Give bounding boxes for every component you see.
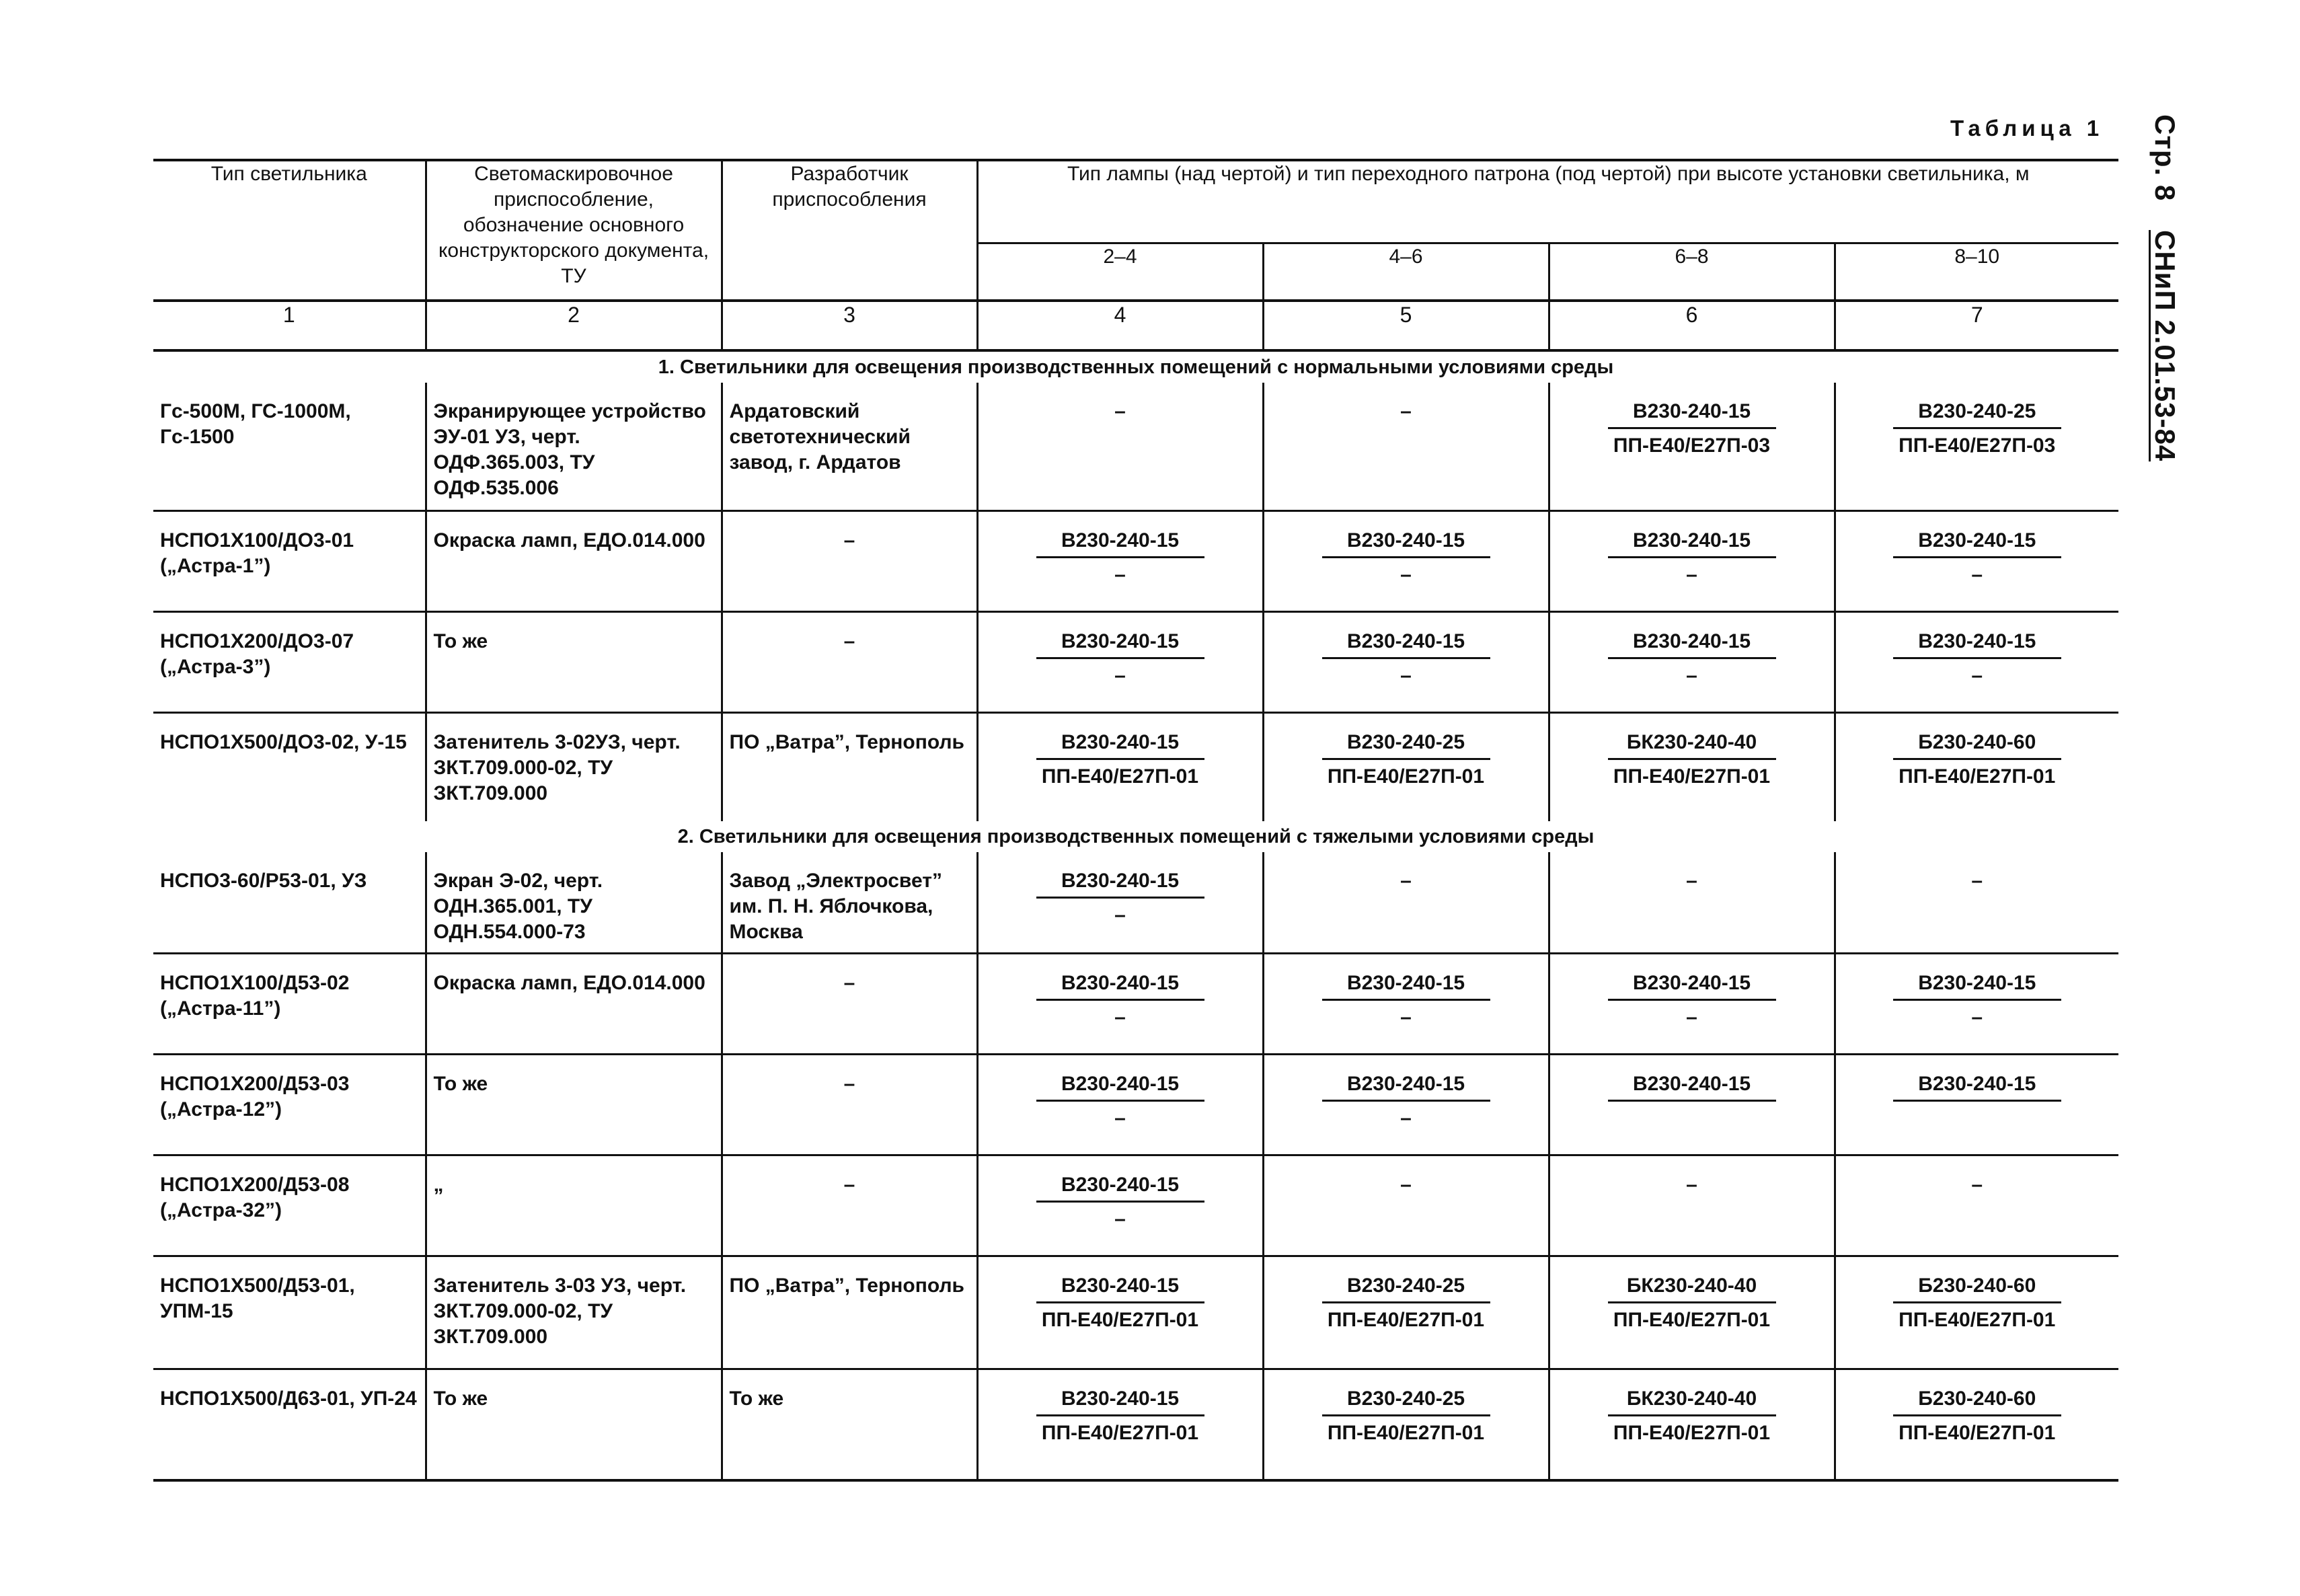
lamp-fraction bbox=[1608, 971, 1776, 1030]
lamp-cell-height-6 bbox=[1549, 383, 1835, 510]
table-body bbox=[153, 350, 2118, 1480]
lamp-fraction bbox=[1036, 1273, 1204, 1333]
lamp-cell-height-7 bbox=[1835, 852, 2118, 953]
lamp-cell-height-6 bbox=[1549, 1155, 1835, 1256]
luminaire-type-cell: НСПО1Х500/ДО3-02, У-15 bbox=[160, 730, 407, 753]
lamp-fraction bbox=[1608, 629, 1776, 689]
device-cell: То же bbox=[426, 1054, 722, 1155]
column-number: 1 bbox=[153, 301, 426, 350]
lamp-fraction bbox=[1036, 971, 1204, 1030]
header-device: Светомаскировочное приспособление, обозначение основного конструкторского документа, ТУ bbox=[426, 160, 722, 301]
luminaire-type-cell: Гс-500М, ГС-1000М, Гс-1500 bbox=[153, 383, 426, 510]
side-caption bbox=[2149, 114, 2181, 482]
header-height-8-10: 8–10 bbox=[1835, 243, 2118, 301]
lamp-type: В230-240-25 bbox=[1322, 1273, 1490, 1303]
adapter-type: – bbox=[1971, 664, 1983, 687]
lamp-cell-height-7 bbox=[1835, 1155, 2118, 1256]
luminaires-table bbox=[153, 159, 2118, 1482]
lamp-fraction bbox=[1036, 1172, 1204, 1232]
lamp-fraction bbox=[1036, 528, 1204, 588]
section-heading: 2. Светильники для освещения производственных помещений с тяжелыми условиями среды bbox=[677, 826, 1595, 847]
lamp-fraction bbox=[1893, 528, 2061, 588]
lamp-cell-height-4 bbox=[977, 611, 1263, 712]
lamp-fraction bbox=[1608, 1386, 1776, 1446]
lamp-type: В230-240-15 bbox=[1322, 971, 1490, 1001]
lamp-fraction bbox=[1322, 971, 1490, 1030]
lamp-type: В230-240-25 bbox=[1893, 399, 2061, 429]
lamp-type: В230-240-15 bbox=[1608, 971, 1776, 1001]
section-heading: 1. Светильники для освещения производственных помещений с нормальными условиями среды bbox=[658, 356, 1614, 378]
lamp-type: В230-240-15 bbox=[1322, 629, 1490, 659]
adapter-type: – bbox=[1114, 1207, 1126, 1230]
lamp-fraction bbox=[1893, 1071, 2061, 1106]
lamp-cell-height-4 bbox=[977, 383, 1263, 510]
lamp-cell-height-5 bbox=[1263, 953, 1549, 1054]
lamp-cell-height-5 bbox=[1263, 1369, 1549, 1480]
section-heading-row bbox=[153, 350, 2118, 383]
developer-cell: – bbox=[722, 1155, 977, 1256]
lamp-cell-height-7 bbox=[1835, 510, 2118, 611]
adapter-type: – bbox=[1971, 563, 1983, 586]
lamp-fraction bbox=[1036, 868, 1204, 928]
lamp-fraction bbox=[1322, 629, 1490, 689]
empty-dash: – bbox=[1971, 870, 1983, 892]
lamp-cell-height-6 bbox=[1549, 852, 1835, 953]
header-lamp-type: Тип лампы (над чертой) и тип переходного патрона (под чертой) при высоте установки светильника, м bbox=[977, 160, 2118, 243]
lamp-type: Б230-240-60 bbox=[1893, 1386, 2061, 1416]
adapter-type: – bbox=[1400, 1106, 1412, 1129]
adapter-type: ПП-Е40/Е27П-01 bbox=[1613, 765, 1771, 788]
adapter-type: ПП-Е40/Е27П-01 bbox=[1613, 1421, 1771, 1444]
adapter-type: ПП-Е40/Е27П-01 bbox=[1041, 1421, 1199, 1444]
header-height-6-8: 6–8 bbox=[1549, 243, 1835, 301]
lamp-type: Б230-240-60 bbox=[1893, 730, 2061, 760]
column-number: 7 bbox=[1835, 301, 2118, 350]
adapter-type: ПП-Е40/Е27П-03 bbox=[1613, 434, 1771, 457]
table-row bbox=[153, 1054, 2118, 1155]
lamp-type: В230-240-25 bbox=[1322, 730, 1490, 760]
empty-dash: – bbox=[1400, 1173, 1412, 1196]
luminaire-type-cell: НСПО3-60/Р53-01, УЗ bbox=[153, 852, 426, 953]
adapter-type: ПП-Е40/Е27П-03 bbox=[1899, 434, 2056, 457]
lamp-cell-height-7 bbox=[1835, 1256, 2118, 1369]
header-height-2-4: 2–4 bbox=[977, 243, 1263, 301]
luminaire-type-cell: НСПО1Х200/Д53-03 („Астра-12”) bbox=[153, 1054, 426, 1155]
lamp-cell-height-7 bbox=[1835, 383, 2118, 510]
lamp-cell-height-6 bbox=[1549, 1054, 1835, 1155]
empty-dash: – bbox=[1400, 870, 1412, 892]
adapter-type: – bbox=[1114, 1005, 1126, 1028]
lamp-cell-height-4 bbox=[977, 953, 1263, 1054]
lamp-type: В230-240-15 bbox=[1893, 528, 2061, 558]
developer-cell: – bbox=[722, 510, 977, 611]
lamp-fraction bbox=[1322, 528, 1490, 588]
adapter-type: ПП-Е40/Е27П-01 bbox=[1041, 1308, 1199, 1331]
lamp-cell-height-4 bbox=[977, 1369, 1263, 1480]
lamp-cell-height-6 bbox=[1549, 611, 1835, 712]
lamp-type: В230-240-15 bbox=[1893, 1071, 2061, 1102]
lamp-cell-height-4 bbox=[977, 852, 1263, 953]
lamp-cell-height-5 bbox=[1263, 383, 1549, 510]
lamp-type: В230-240-15 bbox=[1036, 1071, 1204, 1102]
empty-dash: – bbox=[1686, 1173, 1697, 1196]
lamp-cell-height-6 bbox=[1549, 712, 1835, 821]
adapter-type: – bbox=[1686, 563, 1697, 586]
lamp-fraction bbox=[1893, 629, 2061, 689]
empty-dash: – bbox=[1971, 1173, 1983, 1196]
table-row bbox=[153, 1155, 2118, 1256]
lamp-type: В230-240-15 bbox=[1036, 629, 1204, 659]
lamp-cell-height-7 bbox=[1835, 611, 2118, 712]
adapter-type: ПП-Е40/Е27П-01 bbox=[1041, 765, 1199, 788]
lamp-type: В230-240-15 bbox=[1608, 1071, 1776, 1102]
device-cell: Окраска ламп, ЕДО.014.000 bbox=[426, 510, 722, 611]
header-luminaire-type: Тип светильника bbox=[153, 160, 426, 301]
device-cell: Затенитель 3-02УЗ, черт. ЗКТ.709.000-02, ТУ ЗКТ.709.000 bbox=[426, 712, 722, 821]
table-row bbox=[153, 510, 2118, 611]
developer-cell: ПО „Ватра”, Тернополь bbox=[722, 712, 977, 821]
table-row bbox=[153, 1256, 2118, 1369]
lamp-type: В230-240-15 bbox=[1608, 399, 1776, 429]
lamp-fraction bbox=[1608, 528, 1776, 588]
luminaire-type-cell: НСПО1Х200/Д53-08 („Астра-32”) bbox=[153, 1155, 426, 1256]
adapter-type: – bbox=[1686, 1005, 1697, 1028]
luminaire-type-cell: НСПО1Х100/ДО3-01 („Астра-1”) bbox=[153, 510, 426, 611]
lamp-fraction bbox=[1608, 1273, 1776, 1333]
developer-cell: – bbox=[722, 611, 977, 712]
device-cell: Затенитель 3-03 УЗ, черт. ЗКТ.709.000-02, ТУ ЗКТ.709.000 bbox=[426, 1256, 722, 1369]
lamp-fraction bbox=[1893, 971, 2061, 1030]
adapter-type: – bbox=[1400, 664, 1412, 687]
table-row bbox=[153, 953, 2118, 1054]
adapter-type: – bbox=[1971, 1005, 1983, 1028]
header-height-4-6: 4–6 bbox=[1263, 243, 1549, 301]
adapter-type: – bbox=[1400, 1005, 1412, 1028]
lamp-fraction bbox=[1322, 730, 1490, 790]
adapter-type: – bbox=[1400, 563, 1412, 586]
luminaire-type-cell: НСПО1Х200/ДО3-07 („Астра-3”) bbox=[153, 611, 426, 712]
adapter-type: ПП-Е40/Е27П-01 bbox=[1899, 765, 2056, 788]
section-heading-row bbox=[153, 821, 2118, 852]
adapter-type: – bbox=[1114, 563, 1126, 586]
table-label: Таблица 1 bbox=[1950, 116, 2104, 141]
adapter-type bbox=[1893, 1102, 2061, 1106]
lamp-type: В230-240-25 bbox=[1322, 1386, 1490, 1416]
empty-dash: – bbox=[1686, 870, 1697, 892]
column-number: 4 bbox=[977, 301, 1263, 350]
lamp-cell-height-5 bbox=[1263, 611, 1549, 712]
device-cell: Экранирующее устройство ЭУ-01 УЗ, черт. ОДФ.365.003, ТУ ОДФ.535.006 bbox=[426, 383, 722, 510]
lamp-cell-height-5 bbox=[1263, 712, 1549, 821]
adapter-type: ПП-Е40/Е27П-01 bbox=[1327, 1421, 1485, 1444]
adapter-type: ПП-Е40/Е27П-01 bbox=[1613, 1308, 1771, 1331]
lamp-cell-height-5 bbox=[1263, 510, 1549, 611]
header-developer: Разработчик приспособления bbox=[722, 160, 977, 301]
lamp-type: В230-240-15 bbox=[1036, 868, 1204, 899]
lamp-fraction bbox=[1893, 1273, 2061, 1333]
luminaire-type-cell: НСПО1Х100/Д53-02 („Астра-11”) bbox=[153, 953, 426, 1054]
adapter-type: ПП-Е40/Е27П-01 bbox=[1327, 765, 1485, 788]
table-row bbox=[153, 712, 2118, 821]
lamp-type: БК230-240-40 bbox=[1608, 1386, 1776, 1416]
device-cell: „ bbox=[426, 1155, 722, 1256]
adapter-type: ПП-Е40/Е27П-01 bbox=[1899, 1308, 2056, 1331]
lamp-type: В230-240-15 bbox=[1893, 971, 2061, 1001]
adapter-type: – bbox=[1114, 1106, 1126, 1129]
adapter-type: – bbox=[1114, 664, 1126, 687]
lamp-cell-height-7 bbox=[1835, 953, 2118, 1054]
lamp-fraction bbox=[1036, 1071, 1204, 1131]
lamp-cell-height-4 bbox=[977, 1155, 1263, 1256]
lamp-cell-height-6 bbox=[1549, 1256, 1835, 1369]
lamp-cell-height-7 bbox=[1835, 1054, 2118, 1155]
lamp-type: БК230-240-40 bbox=[1608, 1273, 1776, 1303]
lamp-fraction bbox=[1036, 1386, 1204, 1446]
adapter-type: – bbox=[1114, 904, 1126, 926]
lamp-fraction bbox=[1322, 1273, 1490, 1333]
lamp-type: В230-240-15 bbox=[1036, 730, 1204, 760]
table-row bbox=[153, 852, 2118, 953]
lamp-fraction bbox=[1608, 1071, 1776, 1106]
lamp-cell-height-4 bbox=[977, 1054, 1263, 1155]
lamp-cell-height-6 bbox=[1549, 1369, 1835, 1480]
document-code: СНиП 2.01.53-84 bbox=[2149, 229, 2181, 462]
lamp-cell-height-6 bbox=[1549, 510, 1835, 611]
column-number: 5 bbox=[1263, 301, 1549, 350]
device-cell: То же bbox=[426, 611, 722, 712]
luminaire-type-cell: НСПО1Х500/Д53-01, УПМ-15 bbox=[153, 1256, 426, 1369]
lamp-type: В230-240-15 bbox=[1036, 1172, 1204, 1203]
lamp-cell-height-4 bbox=[977, 1256, 1263, 1369]
developer-cell: Ардатовский светотехнический завод, г. Ардатов bbox=[722, 383, 977, 510]
adapter-type: ПП-Е40/Е27П-01 bbox=[1899, 1421, 2056, 1444]
lamp-fraction bbox=[1893, 1386, 2061, 1446]
lamp-cell-height-7 bbox=[1835, 712, 2118, 821]
luminaire-type-cell: НСПО1Х500/Д63-01, УП-24 bbox=[153, 1369, 426, 1480]
lamp-type: В230-240-15 bbox=[1322, 1071, 1490, 1102]
lamp-fraction bbox=[1893, 399, 2061, 459]
lamp-type: В230-240-15 bbox=[1036, 1386, 1204, 1416]
column-number: 3 bbox=[722, 301, 977, 350]
lamp-type: В230-240-15 bbox=[1322, 528, 1490, 558]
table-row bbox=[153, 383, 2118, 510]
lamp-type: В230-240-15 bbox=[1608, 629, 1776, 659]
adapter-type: ПП-Е40/Е27П-01 bbox=[1327, 1308, 1485, 1331]
lamp-fraction bbox=[1893, 730, 2061, 790]
lamp-type: Б230-240-60 bbox=[1893, 1273, 2061, 1303]
device-cell: Окраска ламп, ЕДО.014.000 bbox=[426, 953, 722, 1054]
lamp-fraction bbox=[1036, 629, 1204, 689]
developer-cell: Завод „Электросвет” им. П. Н. Яблочкова, Москва bbox=[722, 852, 977, 953]
lamp-cell-height-6 bbox=[1549, 953, 1835, 1054]
lamp-fraction bbox=[1608, 730, 1776, 790]
developer-cell: – bbox=[722, 1054, 977, 1155]
lamp-fraction bbox=[1322, 1386, 1490, 1446]
lamp-fraction bbox=[1036, 730, 1204, 790]
lamp-fraction bbox=[1322, 1071, 1490, 1131]
empty-dash: – bbox=[1114, 400, 1126, 422]
page-number: Стр. 8 bbox=[2149, 114, 2181, 202]
lamp-type: БК230-240-40 bbox=[1608, 730, 1776, 760]
developer-cell: То же bbox=[722, 1369, 977, 1480]
column-number: 6 bbox=[1549, 301, 1835, 350]
lamp-cell-height-4 bbox=[977, 510, 1263, 611]
lamp-cell-height-5 bbox=[1263, 1256, 1549, 1369]
developer-cell: – bbox=[722, 953, 977, 1054]
developer-cell: ПО „Ватра”, Тернополь bbox=[722, 1256, 977, 1369]
table-row bbox=[153, 1369, 2118, 1480]
lamp-type: В230-240-15 bbox=[1893, 629, 2061, 659]
lamp-cell-height-5 bbox=[1263, 1155, 1549, 1256]
lamp-type: В230-240-15 bbox=[1036, 1273, 1204, 1303]
lamp-fraction bbox=[1608, 399, 1776, 459]
empty-dash: – bbox=[1400, 400, 1412, 422]
lamp-type: В230-240-15 bbox=[1036, 528, 1204, 558]
lamp-cell-height-7 bbox=[1835, 1369, 2118, 1480]
lamp-type: В230-240-15 bbox=[1036, 971, 1204, 1001]
device-cell: Экран Э-02, черт. ОДН.365.001, ТУ ОДН.554.000-73 bbox=[426, 852, 722, 953]
device-cell: То же bbox=[426, 1369, 722, 1480]
adapter-type bbox=[1608, 1102, 1776, 1106]
table-row bbox=[153, 611, 2118, 712]
lamp-cell-height-5 bbox=[1263, 1054, 1549, 1155]
lamp-type: В230-240-15 bbox=[1608, 528, 1776, 558]
lamp-cell-height-4 bbox=[977, 712, 1263, 821]
column-number: 2 bbox=[426, 301, 722, 350]
lamp-cell-height-5 bbox=[1263, 852, 1549, 953]
adapter-type: – bbox=[1686, 664, 1697, 687]
